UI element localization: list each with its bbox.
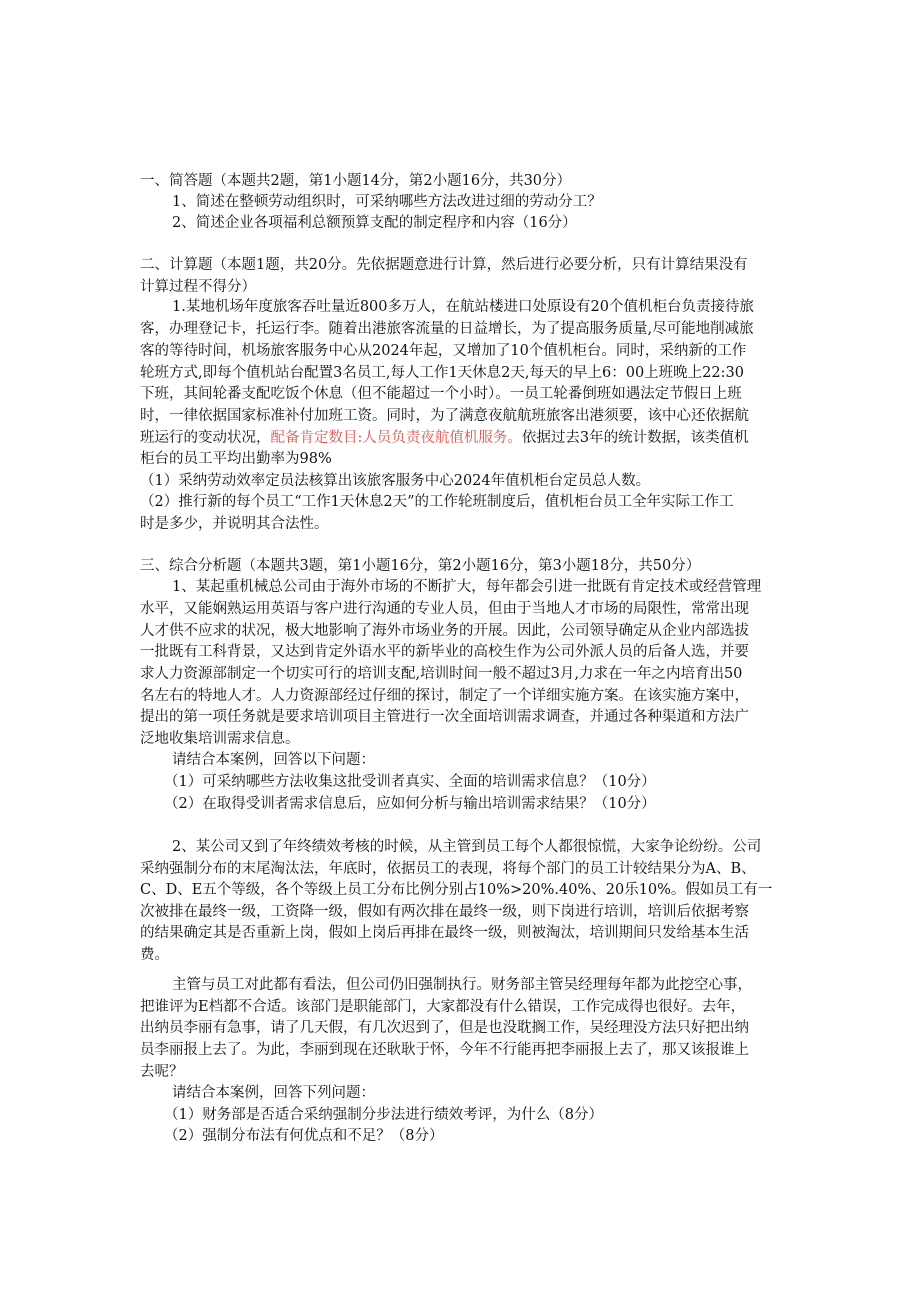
section-2-heading-line-2: 计算过程不得分） bbox=[140, 279, 256, 295]
section-2-subquestion-2-cont: 时是多少，并说明其合法性。 bbox=[140, 516, 329, 532]
line-text: 班运行的变动状况， bbox=[140, 430, 271, 446]
case-2-para-2-line: 主管与员工对此都有看法，但公司仍旧强制执行。财务部主管吴经理每年都为此挖空心事， bbox=[172, 977, 752, 993]
case-2-line: C、D、E五个等级，各个等级上员工分布比例分别占10%>20%.40%、20乐10%。假如员工有一 bbox=[140, 882, 773, 898]
case-2-line: 采纳强制分布的末尾淘汰法，年底时，依据员工的表现，将每个部门的员工计较结果分为A、B、 bbox=[140, 861, 756, 877]
case-1-line: 水平，又能娴熟运用英语与客户进行沟通的专业人员，但由于当地人才市场的局限性，常常出现 bbox=[140, 601, 749, 617]
section-2-para-line: 轮班方式,即每个值机站台配置3名员工,每人工作1天休息2天,每天的早上6：00上班晚上22:30 bbox=[140, 365, 744, 381]
case-2-para-2-line: 去呢？ bbox=[140, 1064, 184, 1080]
case-1-line: 名左右的特地人才。人力资源部经过仔细的探讨，制定了一个详细实施方案。在该实施方案中， bbox=[140, 688, 749, 704]
case-1-line: 人才供不应求的状况，极大地影响了海外市场业务的开展。因此，公司领导确定从企业内部选拔 bbox=[140, 623, 749, 639]
case-2-para-2-line: 把谁评为E档都不合适。该部门是职能部门，大家都没有什么错误，工作完成得也很好。去年， bbox=[140, 999, 746, 1015]
case-1-line: 1、某起重机械总公司由于海外市场的不断扩大，每年都会引进一批既有肯定技术或经营管理 bbox=[172, 579, 762, 595]
section-2-para-line: 柜台的员工平均出勤率为98% bbox=[140, 451, 332, 467]
section-1-question-1: 1、简述在整顿劳动组织时，可采纳哪些方法改进过细的劳动分工？ bbox=[172, 194, 602, 210]
case-2-line: 2、某公司又到了年终绩效考核的时候，从主管到员工每个人都很惊慌，大家争论纷纷。公司 bbox=[172, 839, 762, 855]
section-1-heading: 一、简答题（本题共2题，第1小题14分，第2小题16分，共30分） bbox=[140, 173, 572, 189]
case-1-line: 泛地收集培训需求信息。 bbox=[140, 731, 300, 747]
case-2-para-2-line: 员李丽报上去了。为此，李丽到现在还耿耿于怀，今年不行能再把李丽报上去了，那又该报谁上 bbox=[140, 1042, 749, 1058]
case-1-line: 求人力资源部制定一个切实可行的培训支配,培训时间一般不超过3月,力求在一年之内培育出50 bbox=[140, 666, 743, 682]
case-1-question-2: （2）在取得受训者需求信息后，应如何分析与输出培训需求结果？（10分） bbox=[164, 796, 656, 812]
section-2-para-line: 客的等待时间，机场旅客服务中心从2024年起，又增加了10个值机柜台。同时，采纳新的工作 bbox=[140, 343, 747, 359]
case-2-prompt: 请结合本案例，回答下列问题： bbox=[172, 1085, 375, 1101]
case-2-line: 费。 bbox=[140, 947, 169, 963]
case-1-prompt: 请结合本案例，回答以下问题： bbox=[172, 752, 375, 768]
section-2-para-line: 时，一律依据国家标准补付加班工资。同时，为了满意夜航航班旅客出港须要，该中心还依据航 bbox=[140, 408, 749, 424]
case-2-line: 次被排在最终一级，工资降一级，假如有两次排在最终一级，则下岗进行培训，培训后依据考察 bbox=[140, 904, 749, 920]
case-1-line: 一批既有工科背景，又达到肯定外语水平的新毕业的高校生作为公司外派人员的后备人选，并要 bbox=[140, 644, 749, 660]
section-2-para-line: 客，办理登记卡，托运行李。随着出港旅客流量的日益增长，为了提高服务质量,尽可能地削减旅 bbox=[140, 321, 754, 337]
section-2-para-line: 1.某地机场年度旅客吞吐量近800多万人，在航站楼进口处原设有20个值机柜台负责接待旅 bbox=[172, 299, 754, 315]
section-2-para-line-highlight bbox=[140, 427, 749, 449]
section-2-heading-line-1: 二、计算题（本题1题，共20分。先依据题意进行计算，然后进行必要分析，只有计算结果没有 bbox=[140, 257, 748, 273]
section-2-para-line: 下班，其间轮番支配吃饭个休息（但不能超过一个小时）。一员工轮番倒班如遇法定节假日上班 bbox=[140, 386, 742, 402]
section-2-subquestion-1: （1）采纳劳动效率定员法核算出该旅客服务中心2024年值机柜台定员总人数。 bbox=[140, 473, 651, 489]
line-text: 依据过去3年的统计数据，该类值机 bbox=[521, 430, 749, 446]
case-2-line: 的结果确定其是否重新上岗，假如上岗后再排在最终一级，则被淘汰，培训期间只发给基本生活 bbox=[140, 925, 749, 941]
case-2-question-1: （1）财务部是否适合采纳强制分步法进行绩效考评，为什么（8分） bbox=[164, 1107, 603, 1123]
case-2-question-2: （2）强制分布法有何优点和不足？（8分） bbox=[164, 1128, 444, 1144]
case-2-para-2-line: 出纳员李丽有急事，请了几天假，有几次迟到了，但是也没耽搁工作，吴经理没方法只好把出纳 bbox=[140, 1020, 749, 1036]
case-1-question-1: （1）可采纳哪些方法收集这批受训者真实、全面的培训需求信息？（10分） bbox=[164, 774, 656, 790]
case-1-line: 提出的第一项任务就是要求培训项目主管进行一次全面培训需求调查，并通过各种渠道和方法广 bbox=[140, 709, 749, 725]
section-1-question-2: 2、简述企业各项福利总额预算支配的制定程序和内容（16分） bbox=[172, 215, 577, 231]
section-3-heading: 三、综合分析题（本题共3题，第1小题16分，第2小题16分，第3小题18分，共50分） bbox=[140, 558, 701, 574]
highlighted-text: 配备肯定数目:人员负责夜航值机服务。 bbox=[270, 430, 522, 446]
section-2-subquestion-2: （2）推行新的每个员工“工作1天休息2天”的工作轮班制度后，值机柜台员工全年实际工作工 bbox=[140, 494, 734, 510]
